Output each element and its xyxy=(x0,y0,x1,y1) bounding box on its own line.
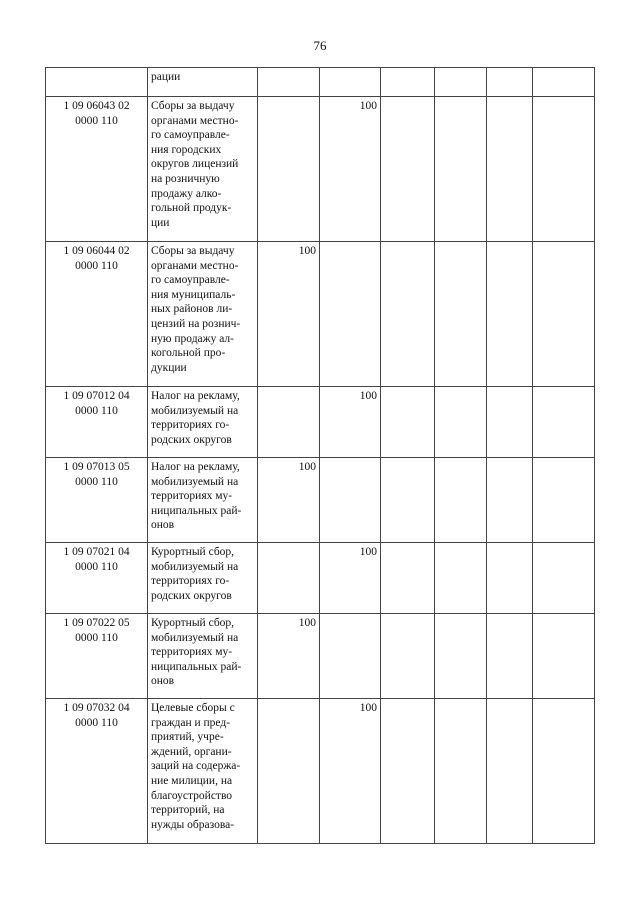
table-cell-value xyxy=(320,68,381,97)
table-row xyxy=(46,458,595,543)
table-row xyxy=(46,68,595,97)
table-cell-value xyxy=(533,242,595,387)
table-cell-value xyxy=(435,242,487,387)
table-cell-value xyxy=(381,97,435,242)
table-row xyxy=(46,242,595,387)
table-cell-value xyxy=(487,68,533,97)
table-cell-name: Целевые сборы с граждан и пред- приятий, учре- ждений, органи- заций на содержа- ние милиции, на благоустройство территорий, на нужды образова- xyxy=(148,699,258,844)
table-cell-value xyxy=(435,543,487,614)
table-cell-name: Налог на рекламу, мобилизуемый на территориях му- ниципальных рай- онов xyxy=(148,458,258,543)
table-cell-value xyxy=(487,97,533,242)
table-cell-value xyxy=(381,68,435,97)
table-cell-value xyxy=(487,614,533,699)
table-cell-value xyxy=(320,242,381,387)
table-cell-value xyxy=(381,543,435,614)
table-cell-value: 100 xyxy=(320,543,381,614)
table-cell-value xyxy=(258,543,320,614)
table-cell-value: 100 xyxy=(258,614,320,699)
table-cell-value: 100 xyxy=(258,458,320,543)
table-cell-value xyxy=(435,387,487,458)
table-cell-value: 100 xyxy=(320,387,381,458)
table-cell-code: 1 09 07021 04 0000 110 xyxy=(46,543,148,614)
table-cell-code: 1 09 07013 05 0000 110 xyxy=(46,458,148,543)
table-cell-name: Сборы за выдачу органами местно- го самоуправле- ния городских округов лицензий на розничную продажу алко- гольной продук- ции xyxy=(148,97,258,242)
table-cell-code xyxy=(46,68,148,97)
table-cell-value xyxy=(533,614,595,699)
table-row xyxy=(46,97,595,242)
table-cell-name: Курортный сбор, мобилизуемый на территориях го- родских округов xyxy=(148,543,258,614)
page-number: 76 xyxy=(313,38,327,53)
table-cell-code: 1 09 07012 04 0000 110 xyxy=(46,387,148,458)
table-cell-value xyxy=(381,699,435,844)
table-cell-value xyxy=(487,543,533,614)
table-cell-code: 1 09 06044 02 0000 110 xyxy=(46,242,148,387)
table-cell-value xyxy=(487,699,533,844)
table-cell-value xyxy=(435,699,487,844)
table-cell-value xyxy=(487,387,533,458)
table-cell-name: Налог на рекламу, мобилизуемый на территориях го- родских округов xyxy=(148,387,258,458)
table-row xyxy=(46,614,595,699)
table-cell-value: 100 xyxy=(320,699,381,844)
table-cell-value xyxy=(435,458,487,543)
table-row xyxy=(46,699,595,844)
table-cell-value xyxy=(381,242,435,387)
table-row xyxy=(46,543,595,614)
table-cell-value xyxy=(435,97,487,242)
table-cell-value xyxy=(258,97,320,242)
table-cell-value xyxy=(381,458,435,543)
table-cell-name: Сборы за выдачу органами местно- го самоуправле- ния муниципаль- ных районов ли- цензий на рознич- ную продажу ал- когольной про- дукции xyxy=(148,242,258,387)
table-cell-code: 1 09 07032 04 0000 110 xyxy=(46,699,148,844)
table-cell-name: рации xyxy=(148,68,258,97)
table-row xyxy=(46,387,595,458)
table-cell-value xyxy=(258,68,320,97)
table-cell-name: Курортный сбор, мобилизуемый на территориях му- ниципальных рай- онов xyxy=(148,614,258,699)
table-cell-value xyxy=(533,68,595,97)
table-cell-value xyxy=(533,543,595,614)
table-cell-value xyxy=(533,458,595,543)
table-cell-value xyxy=(258,387,320,458)
table-cell-value xyxy=(533,387,595,458)
table-cell-value xyxy=(258,699,320,844)
table-cell-value xyxy=(533,699,595,844)
table-cell-value xyxy=(435,68,487,97)
table-cell-value xyxy=(320,458,381,543)
table-cell-value xyxy=(320,614,381,699)
table-cell-value: 100 xyxy=(320,97,381,242)
table-cell-value xyxy=(533,97,595,242)
table-cell-code: 1 09 06043 02 0000 110 xyxy=(46,97,148,242)
budget-table xyxy=(45,67,595,844)
table-cell-value xyxy=(487,458,533,543)
table-cell-value xyxy=(381,387,435,458)
table-cell-value xyxy=(381,614,435,699)
table-cell-value: 100 xyxy=(258,242,320,387)
table-cell-code: 1 09 07022 05 0000 110 xyxy=(46,614,148,699)
table-cell-value xyxy=(435,614,487,699)
table-cell-value xyxy=(487,242,533,387)
